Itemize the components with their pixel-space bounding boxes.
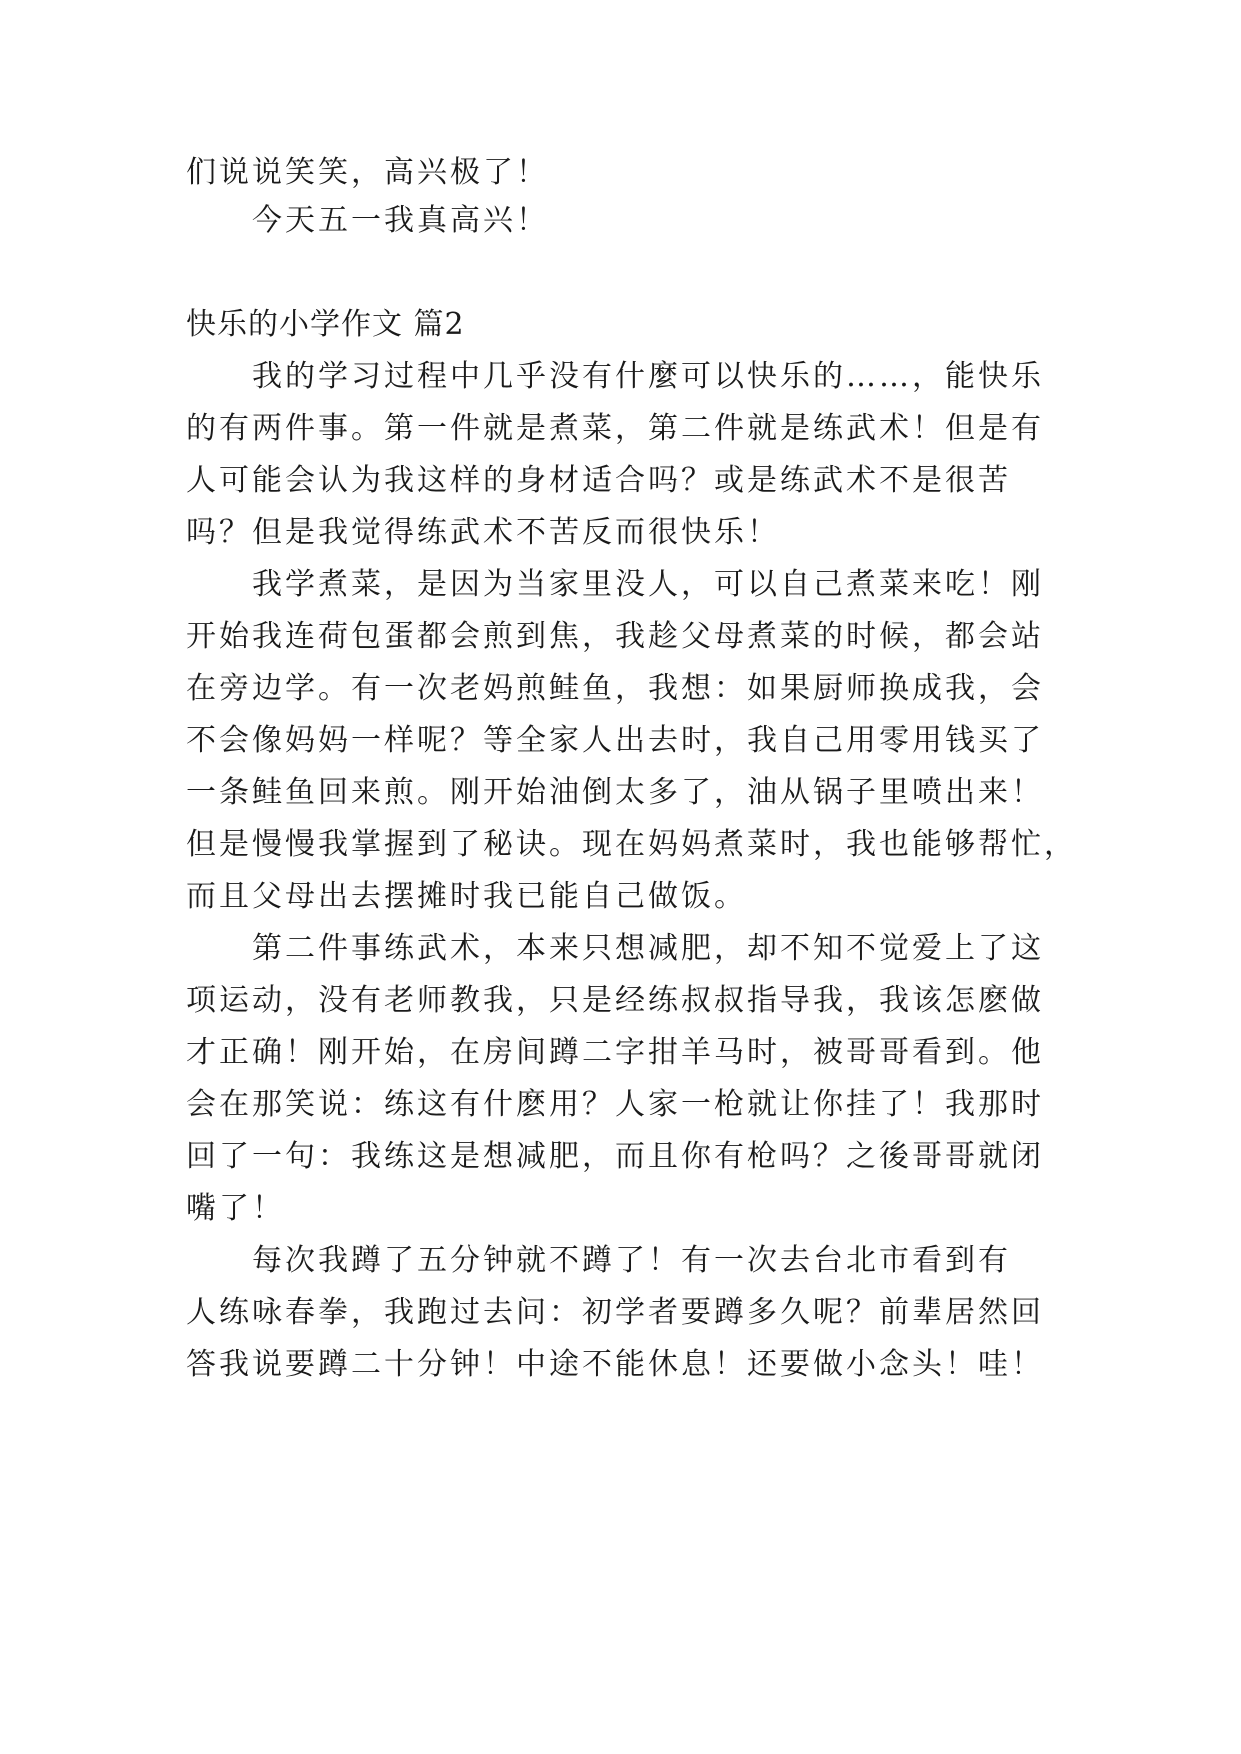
text-line: 今天五一我真高兴！: [252, 203, 549, 238]
text-line: 我学煮菜，是因为当家里没人，可以自己煮菜来吃！刚: [252, 567, 1044, 602]
text-line: 人练咏春拳，我跑过去问：初学者要蹲多久呢？前辈居然回: [186, 1295, 1044, 1330]
text-line: 才正确！刚开始，在房间蹲二字拑羊马时，被哥哥看到。他: [186, 1035, 1044, 1070]
text-line: 的有两件事。第一件就是煮菜，第二件就是练武术！但是有: [186, 411, 1044, 446]
text-line: 吗？但是我觉得练武术不苦反而很快乐！: [186, 515, 780, 550]
text-line: 第二件事练武术，本来只想减肥，却不知不觉爱上了这: [252, 931, 1044, 966]
section-heading: 快乐的小学作文 篇2: [186, 307, 465, 342]
text-line: 嘴了！: [186, 1191, 285, 1226]
text-line: 回了一句：我练这是想减肥，而且你有枪吗？之後哥哥就闭: [186, 1139, 1044, 1174]
text-line: 在旁边学。有一次老妈煎鲑鱼，我想：如果厨师换成我，会: [186, 671, 1044, 706]
text-line: 开始我连荷包蛋都会煎到焦，我趁父母煮菜的时候，都会站: [186, 619, 1044, 654]
text-line: 每次我蹲了五分钟就不蹲了！有一次去台北市看到有: [252, 1243, 1011, 1278]
text-line: 我的学习过程中几乎没有什麼可以快乐的……，能快乐: [252, 359, 1044, 394]
text-line: 项运动，没有老师教我，只是经练叔叔指导我，我该怎麽做: [186, 983, 1044, 1018]
text-line: 不会像妈妈一样呢？等全家人出去时，我自己用零用钱买了: [186, 723, 1044, 758]
text-line: 们说说笑笑，高兴极了！: [186, 155, 549, 190]
text-line: 但是慢慢我掌握到了秘诀。现在妈妈煮菜时，我也能够帮忙，: [186, 827, 1077, 862]
text-line: 会在那笑说：练这有什麽用？人家一枪就让你挂了！我那时: [186, 1087, 1044, 1122]
text-line: 人可能会认为我这样的身材适合吗？或是练武术不是很苦: [186, 463, 1011, 498]
text-line: 答我说要蹲二十分钟！中途不能休息！还要做小念头！哇！: [186, 1347, 1044, 1382]
text-line: 而且父母出去摆摊时我已能自己做饭。: [186, 879, 747, 914]
text-line: 一条鲑鱼回来煎。刚开始油倒太多了，油从锅子里喷出来！: [186, 775, 1044, 810]
